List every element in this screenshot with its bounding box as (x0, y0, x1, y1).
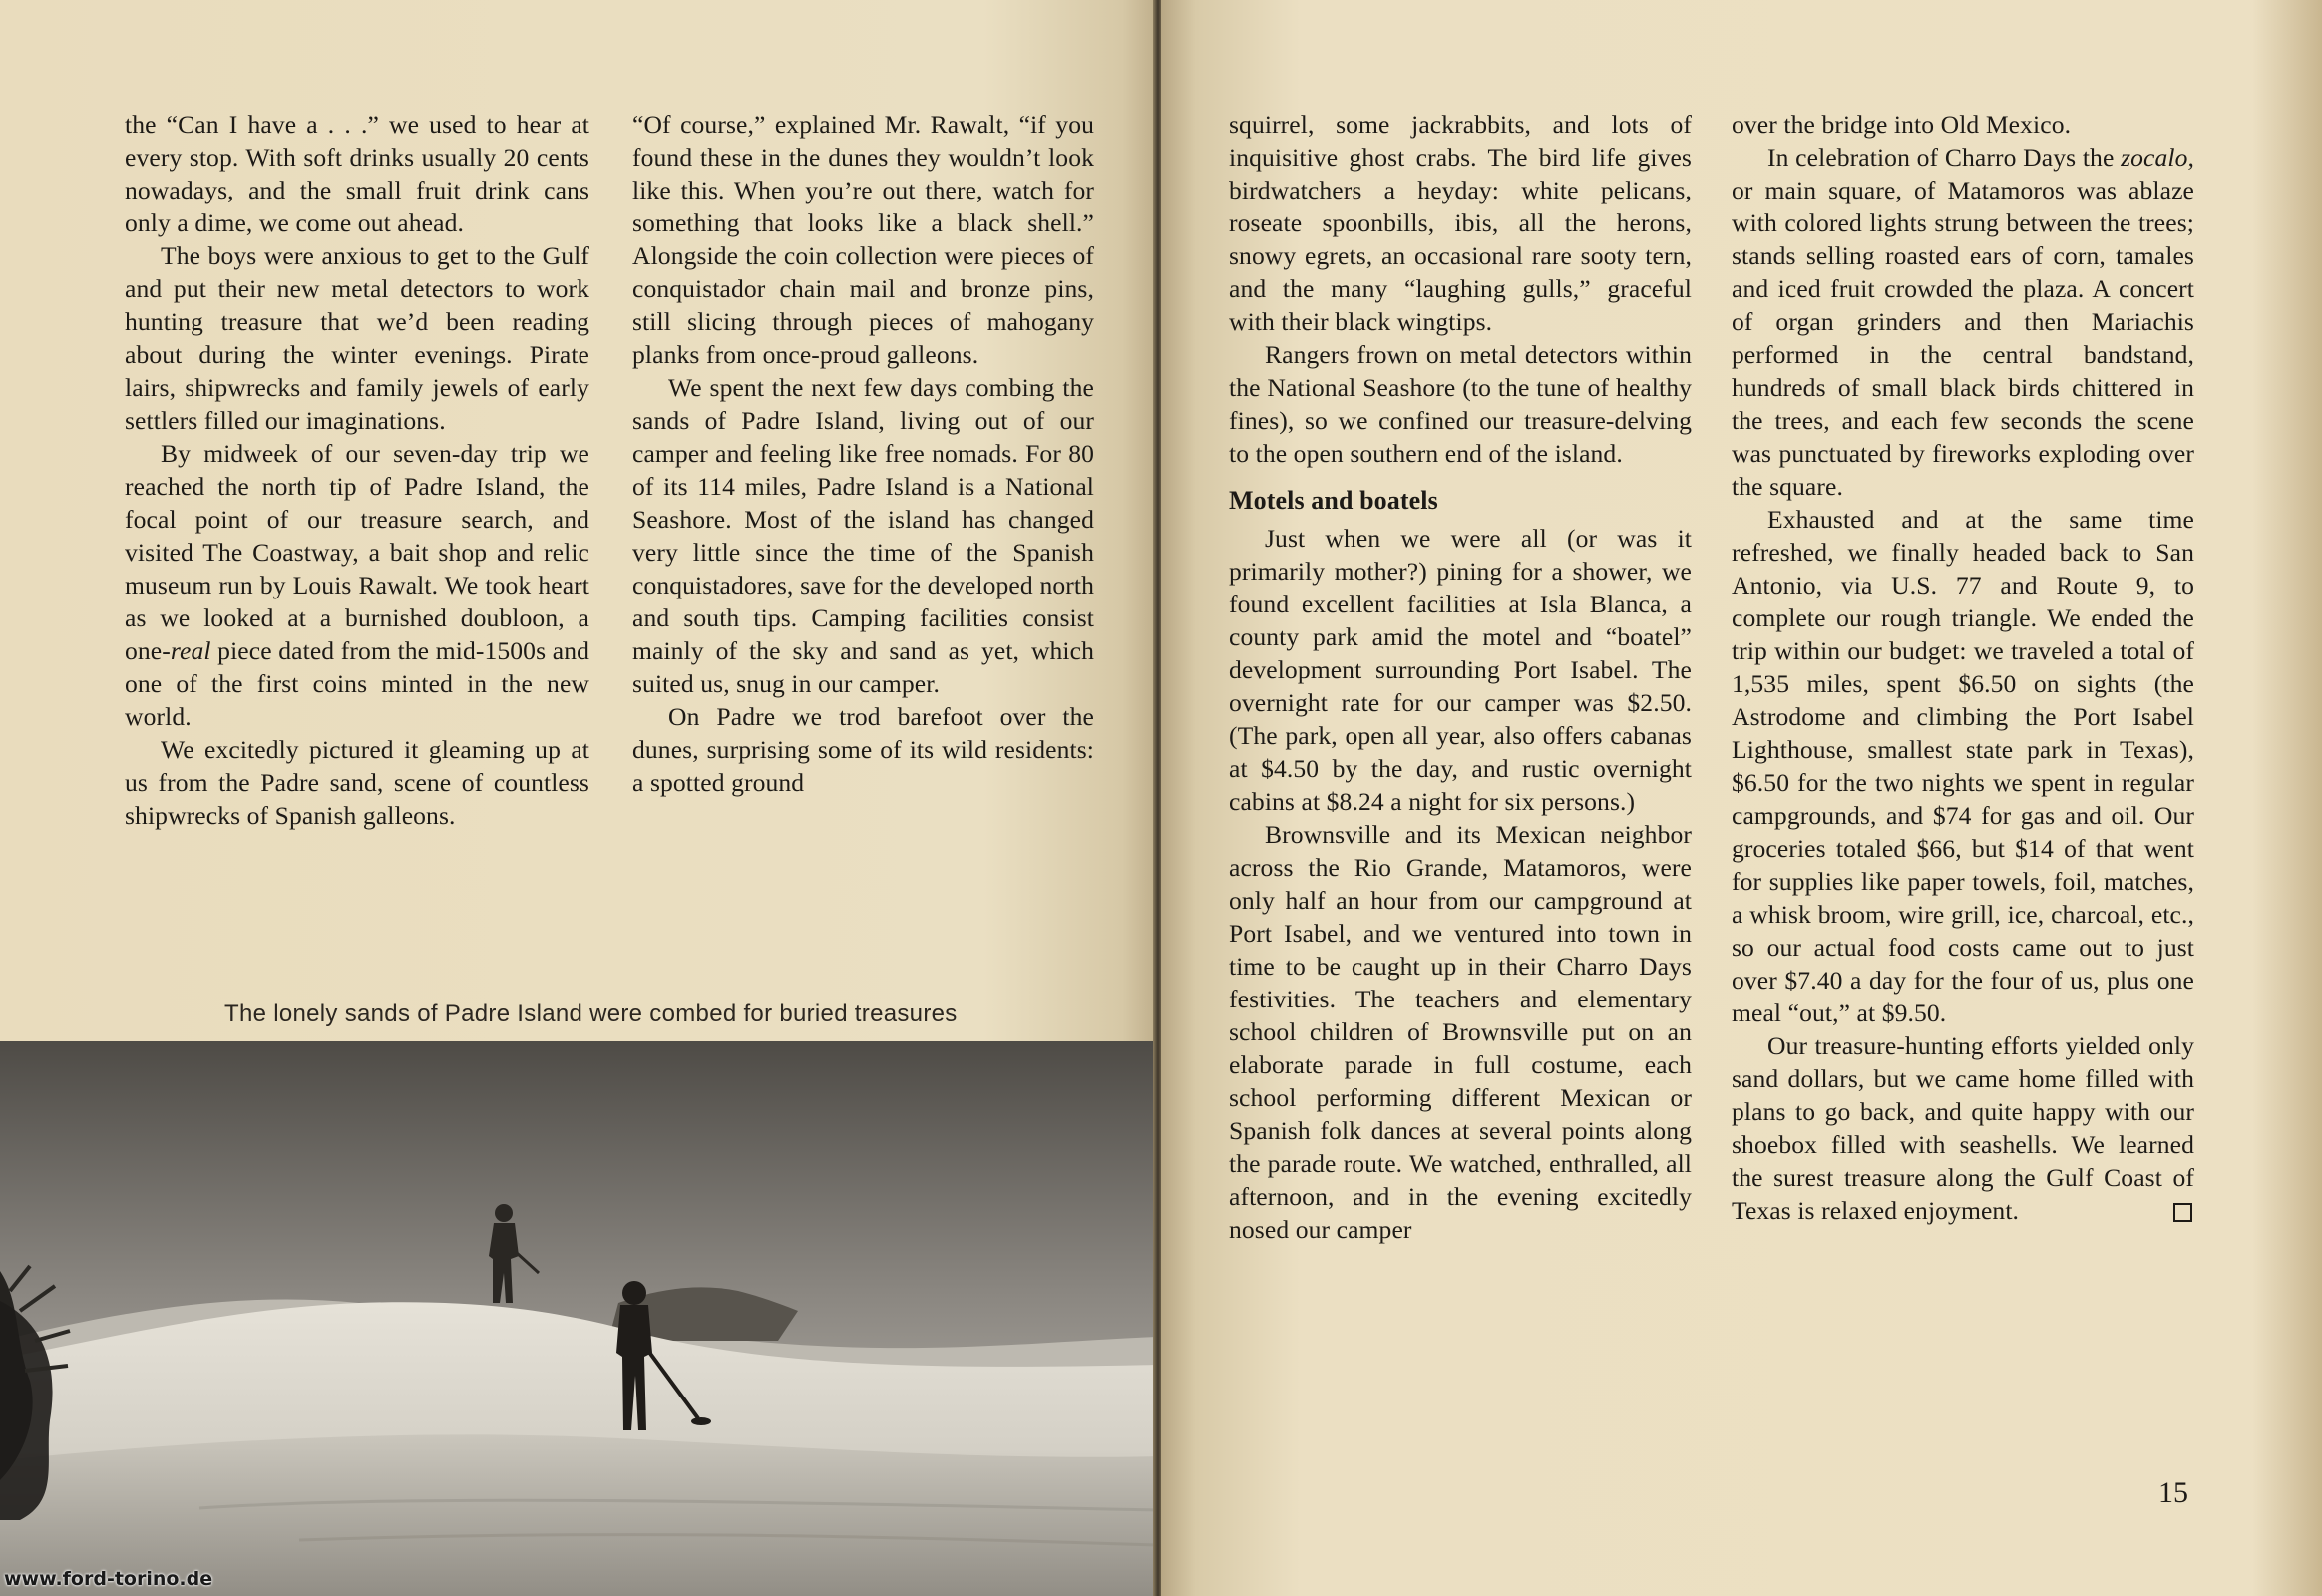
paragraph: over the bridge into Old Mexico. (1732, 110, 2072, 139)
paragraph: Just when we were all (or was it primarily mother?) pining for a shower, we found excellent facilities at Isla Blanca, a county park amid the motel and “boatel” development surrounding Port Isabel. The overnight rate for our camper was $2.50. (The park, open all year, also offers cabanas at $4.50 by the day, and rustic overnight cabins at $8.24 a night for six persons.) (1229, 524, 1692, 816)
paragraph: “Of course,” explained Mr. Rawalt, “if you found these in the dunes they wouldn’t look like this. When you’re out there, watch for something that looks like a black shell.” Alongside the coin collection were pieces of conquistador chain mail and bronze pins, still slicing through pieces of mahogany planks from once-proud galleons. (632, 110, 1094, 369)
left-page (0, 0, 1157, 1596)
text-run: or main square, of Matamoros was ablaze with colored lights strung between the trees; stands selling roasted ears of corn, tamales and iced fruit crowded the plaza. A concert of organ grinders and then Mariachis performed in the central bandstand, hundreds of small black birds chittered in the trees, and each few seconds the scene was punctuated by fireworks exploding over the square. (1732, 176, 2194, 501)
dune-photo (0, 1041, 1157, 1596)
paragraph: We excitedly pictured it gleaming up at us from the Padre sand, scene of countless shipwrecks of Spanish galleons. (125, 735, 589, 830)
left-column-1 (125, 108, 589, 832)
paragraph: On Padre we trod barefoot over the dunes, surprising some of its wild residents: a spotted ground (632, 702, 1094, 797)
site-watermark: www.ford-torino.de (4, 1568, 213, 1590)
end-mark-icon (2173, 1203, 2192, 1222)
paragraph (125, 437, 589, 733)
left-column-2 (632, 108, 1094, 799)
page-number: 15 (2158, 1476, 2188, 1509)
paragraph (1732, 141, 2194, 503)
text-run: Our treasure-hunting efforts yielded only sand dollars, but we came home filled with plans to go back, and quite happy with our shoebox filled with seashells. We learned the surest treasure along the Gulf Coast of Texas is relaxed enjoyment. (1732, 1031, 2194, 1225)
text-run: In celebration of Charro Days the (1767, 143, 2122, 172)
text-run: By midweek of our seven-day trip we reached the north tip of Padre Island, the focal point of our treasure search, and visited The Coastway, a bait shop and relic museum run by Louis Rawalt. We took heart as we looked at a burnished doubloon, a one- (125, 439, 589, 665)
photo-caption: The lonely sands of Padre Island were combed for buried treasures (224, 1000, 958, 1027)
paragraph: The boys were anxious to get to the Gulf and put their new metal detectors to work hunting treasure that we’d been reading about during the winter evenings. Pirate lairs, shipwrecks and family jewels of early settlers filled our imaginations. (125, 241, 589, 435)
italic-term: zocalo, (2121, 143, 2194, 172)
right-page (1161, 0, 2322, 1596)
paragraph: Rangers frown on metal detectors within the National Seashore (to the tune of healthy fines), so we confined our treasure-delving to the open southern end of the island. (1229, 340, 1692, 468)
paragraph: the “Can I have a . . .” we used to hear at every stop. With soft drinks usually 20 cents nowadays, and the small fruit drink cans only a dime, we come out ahead. (125, 110, 589, 237)
italic-term: real (170, 636, 211, 665)
paragraph: Brownsville and its Mexican neighbor across the Rio Grande, Matamoros, were only half an hour from our campground at Port Isabel, and we ventured into town in time to be caught up in their Charro Days festivities. The teachers and elementary school children of Brownsville put on an elaborate parade in full costume, each school performing different Mexican or Spanish folk dances at several points along the parade route. We watched, enthralled, all afternoon, and in the evening excitedly nosed our camper (1229, 820, 1692, 1244)
paragraph: We spent the next few days combing the sands of Padre Island, living out of our camper and feeling like free nomads. For 80 of its 114 miles, Padre Island is a National Seashore. Most of the island has changed very little since the time of the Spanish conquistadores, save for the developed north and south tips. Camping facilities consist mainly of the sky and sand as yet, which suited us, snug in our camper. (632, 373, 1094, 698)
section-heading: Motels and boatels (1229, 486, 1438, 515)
right-column-1 (1229, 108, 1692, 1246)
paragraph: squirrel, some jackrabbits, and lots of inquisitive ghost crabs. The bird life gives birdwatchers a heyday: white pelicans, roseate spoonbills, ibis, all the herons, snowy egrets, an occasional rare sooty tern, and the many “laughing gulls,” graceful with their black wingtips. (1229, 110, 1692, 336)
text-run: piece dated from the mid-1500s and one of the first coins minted in the new world. (125, 636, 589, 731)
right-column-2 (1732, 108, 2194, 1227)
paragraph: Exhausted and at the same time refreshed, we finally headed back to San Antonio, via U.S. 77 and Route 9, to complete our rough triangle. We ended the trip within our budget: we traveled a total of 1,535 miles, spent $6.50 on sights (the Astrodome and climbing the Port Isabel Lighthouse, smallest state park in Texas), $6.50 for the two nights we spent in regular campgrounds, and $74 for gas and oil. Our groceries totaled $66, but $14 of that went for supplies like paper towels, foil, matches, a whisk broom, wire grill, ice, charcoal, etc., so our actual food costs came out to just over $7.40 a day for the four of us, plus one meal “out,” at $9.50. (1732, 505, 2194, 1027)
paragraph (1732, 1029, 2194, 1227)
